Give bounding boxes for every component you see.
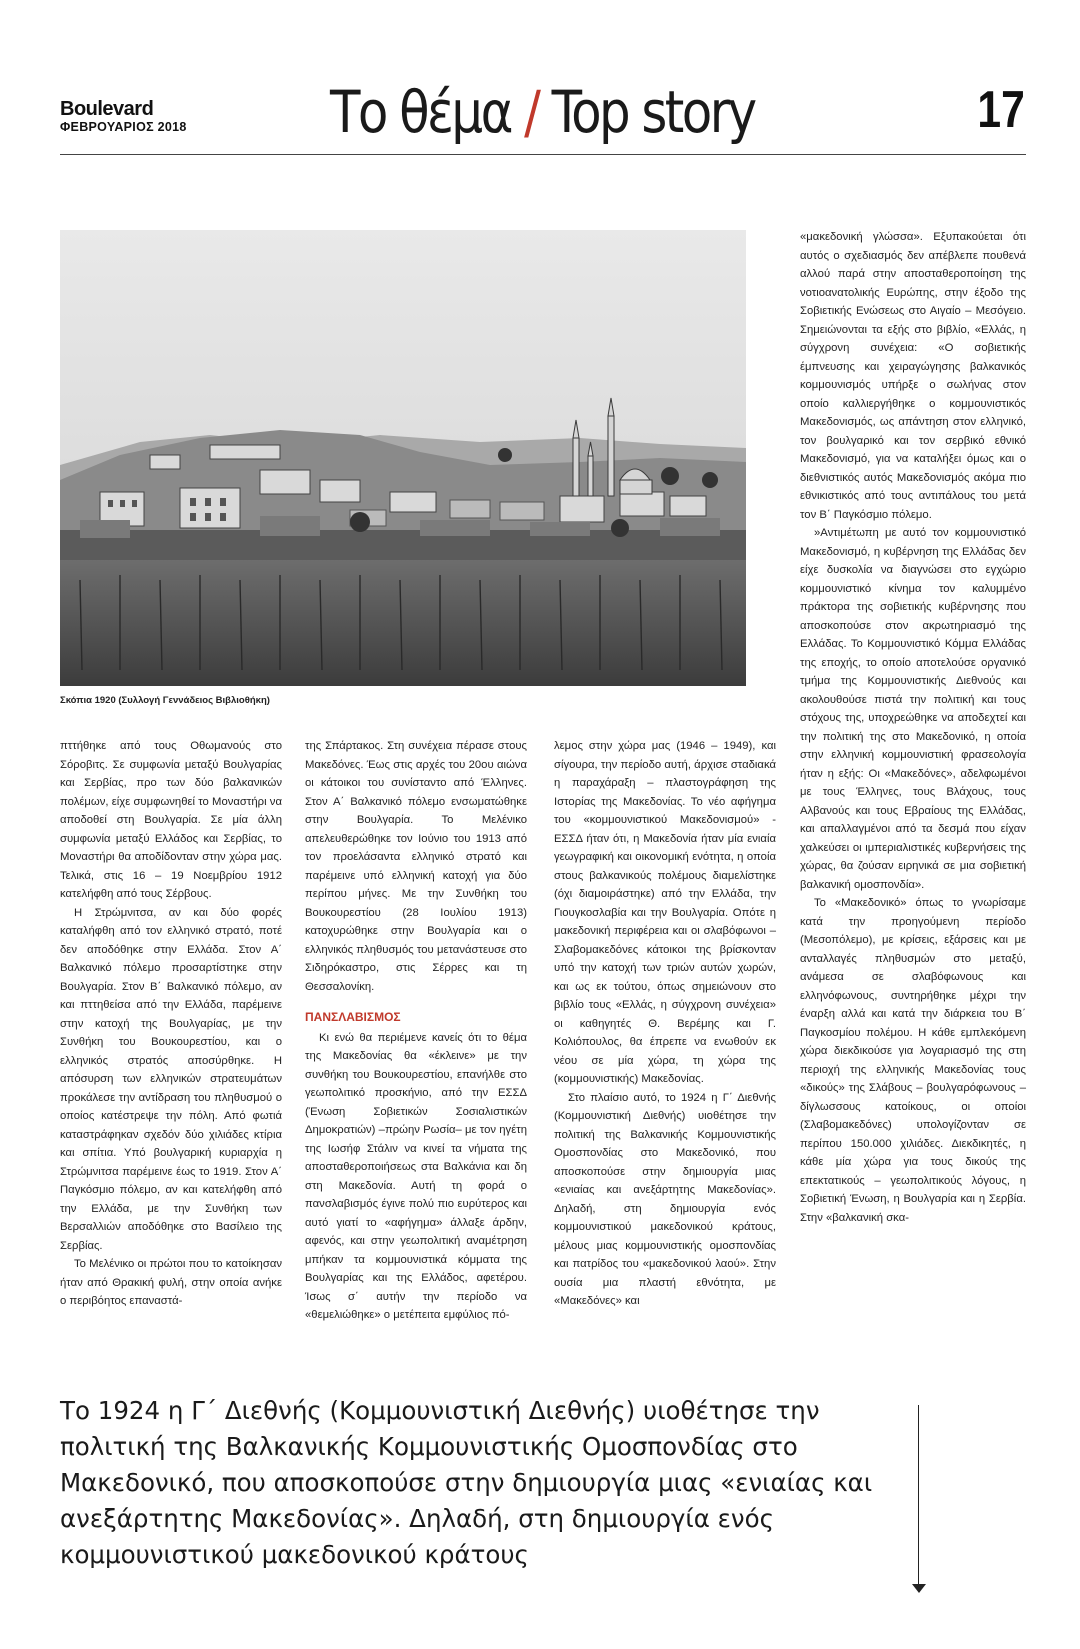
magazine-brand: Boulevard (60, 98, 154, 120)
historic-photo (60, 230, 746, 686)
paragraph: πττήθηκε από τους Οθωμανούς στο Σόροβιτς. Σε συμφωνία μεταξύ Βουλγαρίας και Σερβίας, προ των δύο βαλκανικών πολέμων, είχε συμφωνηθεί το Μοναστήρι να αποδοθεί στη Βουλγαρία. Σε μία άλλη συμφωνία μεταξύ Ελλάδος και Σερβίας, το Μοναστήρι θα αποδίδονταν στην χώρα μας. Τελικά, στις 16 – 19 Νοεμβρίου 1912 κατελήφθη από τους Σέρβους. (60, 740, 282, 900)
article-column-3 (554, 737, 776, 1311)
arrow-down-icon (912, 1584, 926, 1593)
section-subhead: ΠΑΝΣΛΑΒΙΣΜΟΣ (305, 1010, 401, 1024)
issue-date: ΦΕΒΡΟΥΑΡΙΟΣ 2018 (60, 120, 187, 134)
page-number: 17 (977, 81, 1025, 139)
paragraph: «μακεδονική γλώσσα». Εξυπακούεται ότι αυτός ο σχεδιασμός δεν απέβλεπε πουθενά αλλού παρά στην αποσταθεροποίηση της νοτιοανατολικής Ευρώπης, στην έξοδο της Σοβιετικής Ενώσεως στο Αιγαίο – Μεσόγειο. Σημειώνονται τα εξής στο βιβλίο, «Ελλάς, η σύγχρονη συνέχεια: «Ο σοβιετικής έμπνευσης και χειραγώγησης βαλκανικός κομμουνισμός υπήρξε ο σωλήνας στον οποίο καλλιεργήθηκε ο κομμουνιστικός Μακεδονισμός, ως απάντηση στον ελληνικό, τον βουλγαρικό και τον σερβικό εθνικό Μακεδονισμό, για να καταλήξει όμως και ο διεθνιστικός αυτός Μακεδονισμός ακόμα πιο εθνικιστικός από τους αντιπάλους του μετά τον Β΄ Παγκόσμιο πόλεμο. (800, 231, 1026, 521)
paragraph: Η Στρώμνιτσα, αν και δύο φορές καταλήφθη από τον ελληνικό στρατό, ποτέ δεν αποδόθηκε στην Ελλάδα. Στον Α΄ Βαλκανικό πόλεμο προσαρτίστηκε στην Βουλγαρία. Στον Β΄ Βαλκανικό πόλεμο, αν και πττηθείσα από την Ελλάδα, παρέμεινε στην κατοχή της Βουλγαρίας, με την Συνθήκη του Βουκουρεστίου, και ο ελληνικός στρατός αποσύρθηκε. Η απόσυρση των ελληνικών στρατευμάτων προκάλεσε την αντίδραση του πληθυσμού ο οποίος κατέστρεψε την πόλη. Από φωτιά καταστράφηκαν σχεδόν δύο χιλιάδες κτίρια και σπίτια. Υπό βουλγαρική κυριαρχία η Στρώμνιτσα παρέμεινε έως το 1919. Στον Α΄ Παγκόσμιο πόλεμο, αν και κατελήφθη από την Ελλάδα, με την Συνθήκη των Βερσαλλιών αποδόθηκε στο Βασίλειο της Σερβίας. (60, 906, 282, 1252)
historic-photo-illustration (60, 230, 746, 686)
paragraph: λεμος στην χώρα μας (1946 – 1949), και σίγουρα, την περίοδο αυτή, άρχισε σταδιακά η παραχάραξη – πλαστογράφηση της Ιστορίας της Μακεδονίας. Το νέο αφήγημα του «κομμουνιστικού Μακεδονισμού» - ΕΣΣΔ ήταν ότι, η Μακεδονία ήταν μία ενιαία γεωγραφική και οικονομική ενότητα, η οποία στους βαλκανικούς πολέμους διαμελίστηκε (όχι διαμοιράστηκε) από την Ελλάδα, την Γιουγκοσλαβία και την Βουλγαρία. Οπότε η μακεδονική περιφέρεια και οι σλαβόφωνοι – Σλαβομακεδόνες κάτοικοι της βρίσκονταν υπό την κατοχή των τριών αυτών χωρών, και ως εκ τούτου, όπως σημειώνουν στο βιβλίο τους «Ελλάς, η σύγχρονη συνέχεια» οι καθηγητές Θ. Βερέμης και Γ. Κολιόπουλος, θα έπρεπε να ενωθούν εκ νέου σε μία χώρα, τη χώρα της (κομμουνιστικής) Μακεδονίας. (554, 740, 776, 1085)
section-title-greek: Το θέμα (330, 78, 511, 146)
article-column-4 (800, 228, 1026, 1227)
section-title-slash: / (524, 78, 539, 146)
paragraph: Το Μελένικο οι πρώτοι που το κατοίκησαν ήταν από Θρακική φυλή, στην οποία ανήκε ο περιβόητος επαναστά- (60, 1258, 282, 1307)
paragraph: Το «Μακεδονικό» όπως το γνωρίσαμε κατά την προηγούμενη περίοδο (Μεσοπόλεμο), με κρίσεις, εξάρσεις και με ανταλλαγές πληθυσμών στο μεταξύ, ανάμεσα σε σλαβόφωνους και ελληνόφωνους, συντηρήθηκε μέχρι την έναρξη αλλά και κατά την διάρκεια του Β΄ Παγκοσμίου πολέμου. Η κάθε εμπλεκόμενη χώρα διεκδικούσε για λογαριασμό της στη περιοχή της ελληνικής Μακεδονίας τους «δικούς» της Σλάβους – βουλγαρόφωνους – δίγλωσσους κατοίκους, οι οποίοι (Σλαβομακεδόνες) υπολογίζονταν σε περίπου 150.000 χιλιάδες. Διεκδικητές, η κάθε μία χώρα για τους δικούς της επεκτατικούς – γεωπολιτικούς λόγους, η Σοβιετική Ένωση, η Βουλγαρία και η Σερβία. Στην «βαλκανική σκα- (800, 897, 1026, 1224)
paragraph: της Σπάρτακος. Στη συνέχεια πέρασε στους Μακεδόνες. Έως στις αρχές του 20ου αιώνα οι κάτοικοι του συνίσταντο από Έλληνες. Στον Α΄ Βαλκανικό πόλεμο ενσωματώθηκε στην Βουλγαρία. Το Μελένικο απελευθερώθηκε τον Ιούνιο του 1913 από τον προελάσαντα ελληνικό στρατό και παρέμεινε υπό ελληνική κατοχή για δύο περίπου μήνες. Με την Συνθήκη του Βουκουρεστίου (28 Ιουλίου 1913) κατοχυρώθηκε στην Βουλγαρία και ο ελληνικός πληθυσμός του μετανάστευσε στο Σιδηρόκαστρο, στις Σέρρες και τη Θεσσαλονίκη. (305, 740, 527, 993)
article-column-1 (60, 737, 282, 1311)
paragraph: Κι ενώ θα περιέμενε κανείς ότι το θέμα της Μακεδονίας θα «έκλεινε» με την συνθήκη του Βουκουρεστίου, επανήλθε στο γεωπολιτικό προσκήνιο, από την ΕΣΣΔ (Ένωση Σοβιετικών Σοσιαλιστικών Δημοκρατιών) –πρώην Ρωσία– με τον ηγέτη της Ιωσήφ Στάλιν να κινεί τα νήματα της αποσταθεροποιήσεως στα Βαλκάνια και δη στη Μακεδονία. Αυτή τη φορά ο πανσλαβισμός έγινε πολύ πιο ευρύτερος και αυτό γιατί το «αφήγημα» άλλαξε άρδην, αφενός, και στην γεωπολιτική αναμέτρηση μπήκαν τα κομμουνιστικά κόμματα της Βουλγαρίας και της Ελλάδος, αφετέρου. Ίσως σ΄ αυτήν την περίοδο να «θεμελιώθηκε» ο μετέπειτα εμφύλιος πό- (305, 1031, 527, 1321)
section-title (330, 78, 755, 146)
article-column-2 (305, 737, 527, 1325)
pull-quote-rule (918, 1405, 919, 1590)
pull-quote: Το 1924 η Γ΄ Διεθνής (Κομμουνιστική Διεθνής) υιοθέτησε την πολιτική της Βαλκανικής Κομμουνιστικής Ομοσπονδίας στο Μακεδονικό, που αποσκοπούσε στην δημιουργία μιας «ενιαίας και ανεξάρτητης Μακεδονίας». Δηλαδή, στη δημιουργία ενός κομμουνιστικού μακεδονικού κράτους (60, 1396, 873, 1569)
paragraph: »Αντιμέτωπη με αυτό τον κομμουνιστικό Μακεδονισμό, η κυβέρνηση της Ελλάδας δεν είχε δυσκολία να διαγνώσει στο εγχώριο κομμουνιστικό κίνημα τον καλυμμένο πράκτορα της σοβιετικής κυβέρνησης που αποσκοπούσε στον ακρωτηριασμό της Ελλάδας. Το Κομμουνιστικό Κόμμα Ελλάδας της εποχής, το οποίο αποτελούσε οργανικό τμήμα της Κομμουνιστικής Διεθνούς και ακολουθούσε πιστά την πολιτική και τους στόχους της, υποχρεώθηκε να αποδεχτεί και την πολιτική της στο Μακεδονικό, η οποία στην ελληνική κομμουνιστική φρασεολογία ήταν η εξής: Οι «Μακεδόνες», αδελφωμένοι με τους Έλληνες, τους Βλάχους, τους Αλβανούς και τους Εβραίους της Ελλάδας, και απαλλαγμένοι από τα δεσμά που είχαν χαλκεύσει οι ιμπεριαλιστικές κυβερνήσεις της χώρας, θα ζούσαν ειρηνικά σε μια σοβιετική βαλκανική ομοσπονδία». (800, 527, 1026, 891)
photo-caption: Σκόπια 1920 (Συλλογή Γεννάδειος Βιβλιοθήκη) (60, 695, 270, 706)
header-divider (60, 154, 1026, 155)
paragraph: Στο πλαίσιο αυτό, το 1924 η Γ΄ Διεθνής (Κομμουνιστική Διεθνής) υιοθέτησε την πολιτική της Βαλκανικής Κομμουνιστικής Ομοσπονδίας στο Μακεδονικό, που αποσκοπούσε στην δημιουργία μιας «ενιαίας και ανεξάρτητης Μακεδονίας». Δηλαδή, στη δημιουργία ενός κομμουνιστικού μακεδονικού κράτους, μέλους μιας κομμουνιστικής ομοσπονδίας και πατρίδος του «μακεδονικού λαού». Στην ουσία μια πλαστή εθνότητα, με «Μακεδόνες» και (554, 1091, 776, 1307)
section-title-english: Top story (551, 78, 755, 146)
